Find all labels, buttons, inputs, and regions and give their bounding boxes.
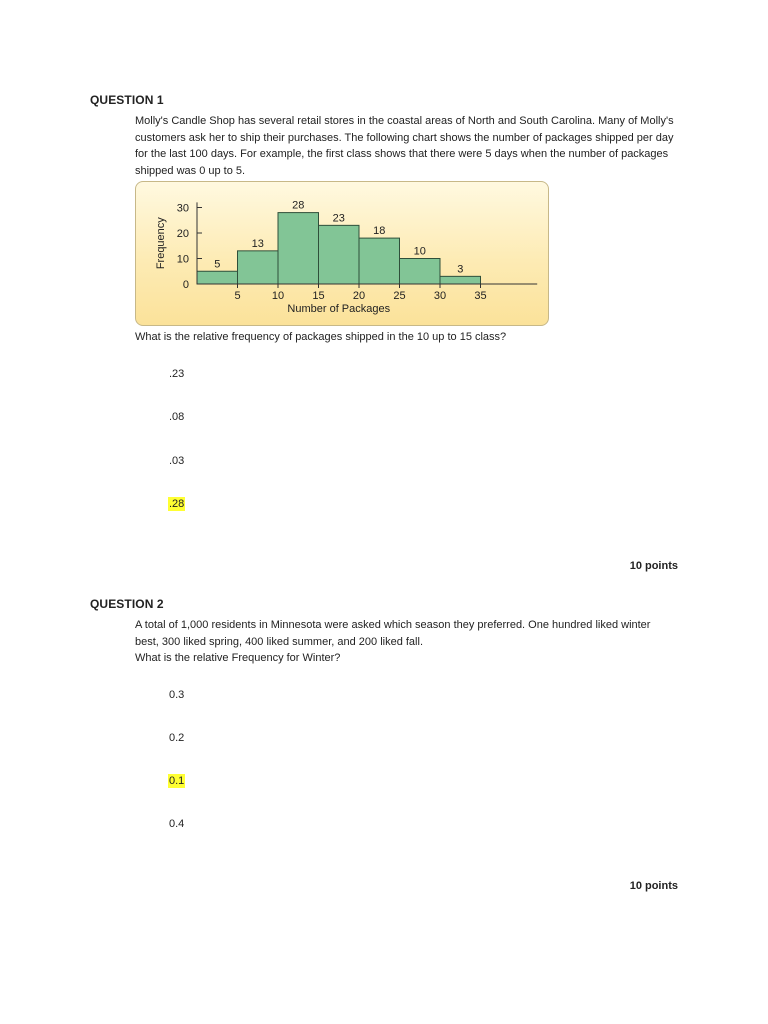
question-1-text [135, 113, 675, 179]
x-tick-label: 15 [312, 290, 325, 302]
bar-data-label: 28 [292, 199, 305, 212]
bar-data-label: 5 [214, 258, 221, 271]
histogram-bar [238, 251, 279, 284]
x-tick-label: 35 [474, 290, 487, 302]
question-1-points: 10 points [629, 560, 678, 572]
q1-option-3[interactable]: .03 [169, 455, 185, 467]
q1-option-4[interactable]: .28 [169, 498, 185, 510]
q2-option-3[interactable]: 0.1 [169, 775, 185, 787]
question-1-prompt: What is the relative frequency of packages shipped in the 10 up to 15 class? [135, 331, 507, 343]
question-1-title: QUESTION 1 [90, 93, 164, 107]
y-tick-label: 10 [176, 253, 189, 266]
question-2-points: 10 points [629, 880, 678, 892]
x-tick-label: 20 [352, 290, 366, 302]
x-tick-label: 30 [433, 290, 447, 302]
histogram-bar [400, 259, 441, 285]
histogram-bar [197, 271, 238, 284]
x-tick-label: 5 [234, 290, 241, 302]
histogram-bar [319, 225, 360, 284]
q1-option-1[interactable]: .23 [169, 368, 185, 380]
question-2-title: QUESTION 2 [90, 597, 164, 611]
q1-option-2[interactable]: .08 [169, 411, 185, 423]
q2-option-4[interactable]: 0.4 [169, 818, 185, 830]
histogram-bar [278, 213, 319, 284]
question-2-prompt: What is the relative Frequency for Winter? [135, 652, 341, 664]
q2-option-1[interactable]: 0.3 [169, 689, 185, 701]
question-2-text [135, 617, 675, 667]
bar-data-label: 23 [332, 212, 345, 225]
x-axis-label: Number of Packages [287, 303, 391, 315]
x-tick-label: 10 [271, 290, 285, 302]
bar-data-label: 18 [373, 225, 386, 238]
histogram-bar [440, 276, 481, 284]
q2-option-2[interactable]: 0.2 [169, 732, 185, 744]
y-tick-label: 30 [176, 202, 189, 215]
question-1-paragraph: Molly's Candle Shop has several retail stores in the coastal areas of North and South Carolina. Many of Molly's customers ask her to ship their purchases. The following chart shows the number of packages shipped per day for the last 100 days. For example, the first class shows that there were 5 days when the number of packages shipped was 0 up to 5. [135, 115, 674, 177]
histogram-svg [136, 182, 548, 325]
y-tick-label: 20 [176, 228, 189, 240]
bar-data-label: 13 [251, 237, 264, 250]
x-tick-label: 25 [393, 290, 406, 302]
histogram-bar [359, 238, 400, 284]
question-2-paragraph: A total of 1,000 residents in Minnesota were asked which season they preferred. One hundred liked winter best, 300 liked spring, 400 liked summer, and 200 liked fall. [135, 619, 651, 648]
bar-data-label: 10 [413, 245, 426, 258]
bar-data-label: 3 [457, 263, 464, 276]
histogram-chart [135, 181, 549, 326]
y-axis-label: Frequency [155, 217, 167, 270]
y-tick-label: 0 [182, 279, 189, 291]
